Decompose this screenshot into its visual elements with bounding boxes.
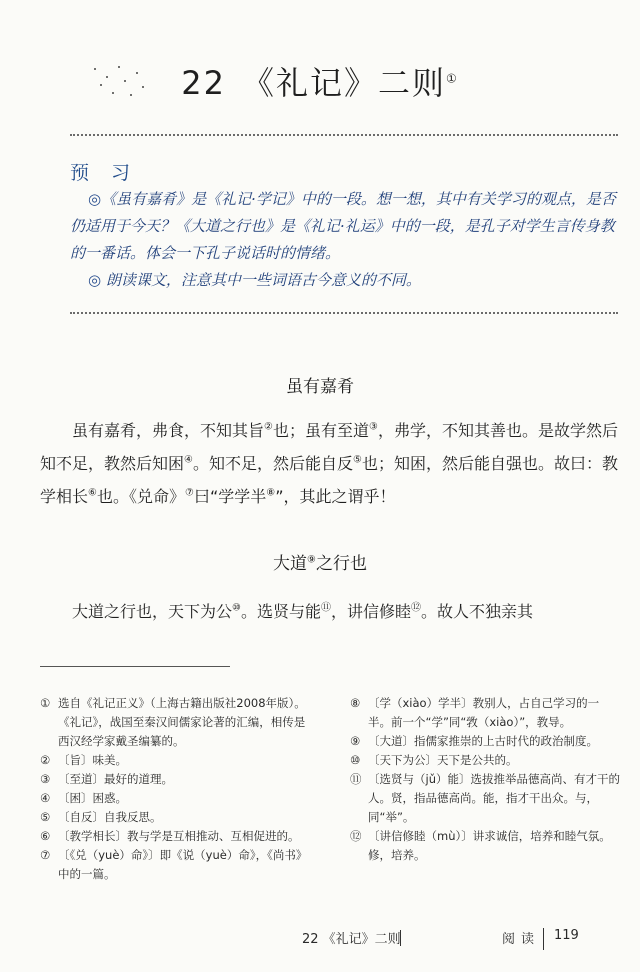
footnote-ref[interactable]: ② [264,421,273,433]
footnote-item: ⑫ 〔讲信修睦（mù）〕讲求诚信，培养和睦气氛。修，培养。 [350,829,611,862]
footer-divider [400,930,401,946]
section-title-2: 大道⑨之行也 [273,554,367,574]
footnote-ref[interactable]: ⑪ [321,602,331,614]
footnotes-right [350,694,620,865]
footnote-ref[interactable]: ⑫ [411,602,422,614]
footnote-ref[interactable]: ⑩ [232,602,241,614]
footnote-item: ⑪ 〔选贤与（jǔ）能〕选拔推举品德高尚、有才干的人。贤，指品德高尚。能，指才干出众。与，同“举”。 [350,772,620,824]
footnote-item: ② 〔旨〕味美。 [40,753,127,767]
footnote-ref[interactable]: ③ [369,421,378,433]
bullet-icon: ◎ [88,271,102,289]
page-number: 119 [554,928,579,943]
footnote-ref[interactable]: ④ [184,454,193,466]
footnote-ref[interactable]: ⑧ [266,487,276,499]
footer-section: 阅读 [502,932,541,947]
dotted-divider-top [70,134,618,136]
footnote-ref[interactable]: ⑤ [353,454,362,466]
footnote-ref[interactable]: ⑦ [185,487,194,499]
page-title [0,58,640,104]
footnote-item: ⑦ 〔《兑（yuè）命》〕即《说（yuè）命》，《尚书》中的一篇。 [40,848,308,881]
preview-paragraph-1: ◎《虽有嘉肴》是《礼记·学记》中的一段。想一想，其中有关学习的观点，是否仍适用于今天？《大道之行也》是《礼记·礼运》中的一段，是孔子对学生言传身教的一番话。体会一下孔子说话时的情绪。 [70,190,616,262]
preview-section [70,186,618,294]
footnote-item: ⑨ 〔大道〕指儒家推崇的上古时代的政治制度。 [350,734,598,748]
dotted-divider-bottom [70,312,618,314]
section-body-1: 虽有嘉肴，弗食，不知其旨②也；虽有至道③，弗学，不知其善也。是故学然后知不足，教然后知困④。知不足，然后能自反⑤也；知困，然后能自强也。故曰：教学相长⑥也。《兑命》⑦曰“学学半⑧”，其此之谓乎！ [40,421,618,506]
footnotes-left [40,694,310,884]
lesson-number: 22 [181,64,226,102]
bullet-icon: ◎ [88,190,102,208]
footer-chapter: 22 《礼记》二则 [302,932,401,947]
footnote-item: ① 选自《礼记正义》（上海古籍出版社2008年版）。《礼记》，战国至秦汉间儒家论著的汇编，相传是西汉经学家戴圣编纂的。 [40,696,306,748]
footnote-item: ⑧ 〔学（xiào）学半〕教别人，占自己学习的一半。前一个“学”同“敩（xiào）”，教导。 [350,696,600,729]
section-title-1: 虽有嘉肴 [286,377,354,397]
footnote-item: ⑤ 〔自反〕自我反思。 [40,810,162,824]
title-footnote-marker[interactable]: ① [445,71,459,86]
preview-paragraph-2: ◎ 朗读课文，注意其中一些词语古今意义的不同。 [88,271,421,289]
lesson-title: 《礼记》二则 [241,64,446,102]
page-footer [40,928,620,950]
footnote-item: ③ 〔至道〕最好的道理。 [40,772,173,786]
footnote-ref[interactable]: ⑥ [88,487,97,499]
section-body-2: 大道之行也，天下为公⑩。选贤与能⑪，讲信修睦⑫。故人不独亲其 [72,602,534,621]
footnote-item: ⑩ 〔天下为公〕天下是公共的。 [350,753,518,767]
footnote-item: ④ 〔困〕困惑。 [40,791,127,805]
preview-heading: 预 习 [70,162,139,184]
footnote-item: ⑥ 〔教学相长〕教与学是互相推动、互相促进的。 [40,829,300,843]
footer-divider [543,928,544,950]
footnote-rule [40,666,230,667]
footnote-ref[interactable]: ⑨ [307,554,316,566]
